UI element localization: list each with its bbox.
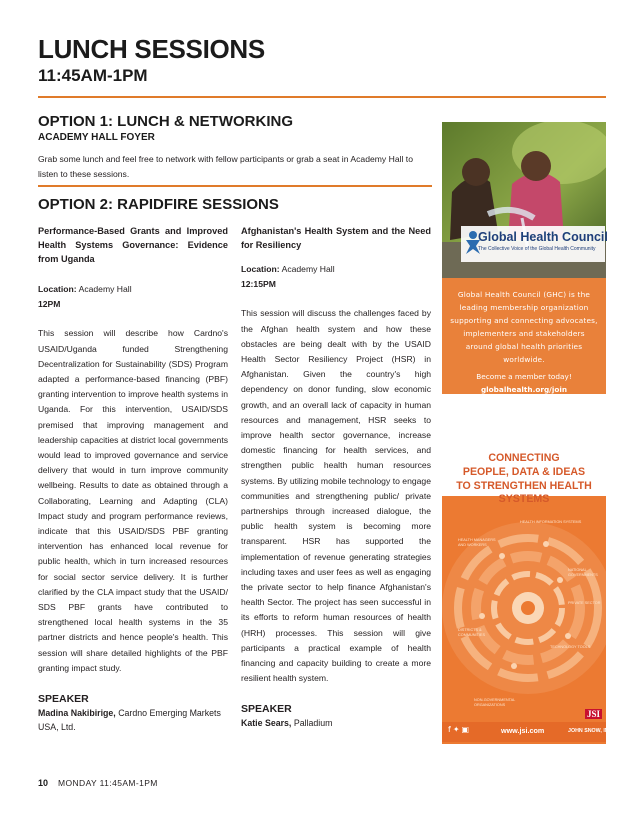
- option1-heading: OPTION 1: LUNCH & NETWORKING: [38, 113, 293, 130]
- ghc-logo-tagline: The Collective Voice of the Global Health Community: [478, 246, 596, 252]
- svg-text:COMMUNITIES: COMMUNITIES: [458, 633, 485, 637]
- session-time: 12:15PM: [241, 279, 276, 290]
- svg-text:PRIVATE SECTOR: PRIVATE SECTOR: [568, 601, 601, 605]
- option-divider: [38, 185, 432, 187]
- location-label: Location:: [241, 264, 280, 274]
- session-title: Performance-Based Grants and Improved Health Systems Governance: Evidence from Uganda: [38, 226, 228, 264]
- session-column-2: [241, 224, 431, 730]
- svg-text:HEALTH INFORMATION SYSTEMS: HEALTH INFORMATION SYSTEMS: [520, 520, 582, 524]
- session-location: [38, 282, 228, 297]
- speaker-org: Cardno Emerging Markets USA, Ltd.: [38, 708, 221, 733]
- svg-text:TECHNOLOGY TOOLS: TECHNOLOGY TOOLS: [550, 645, 591, 649]
- jsi-logo-mark: JSI: [587, 709, 601, 719]
- jsi-company-name: JOHN SNOW, INC.: [568, 728, 614, 734]
- svg-text:HEALTH MANAGERS: HEALTH MANAGERS: [458, 538, 496, 542]
- ghc-description: Global Health Council (GHC) is the leading membership organization supporting and connecting advocates, implementers and stakeholders around global health priorities worldwide.: [450, 290, 598, 364]
- location-value: Academy Hall: [78, 284, 132, 294]
- jsi-headline-3: TO STRENGTHEN HEALTH SYSTEMS: [456, 480, 592, 505]
- option2-heading: OPTION 2: RAPIDFIRE SESSIONS: [38, 196, 279, 213]
- ghc-cta[interactable]: [450, 370, 598, 396]
- svg-text:NON-GOVERNMENTAL: NON-GOVERNMENTAL: [474, 698, 516, 702]
- jsi-headline-1: CONNECTING: [488, 452, 560, 464]
- health-systems-diagram: [442, 496, 606, 722]
- speaker-org: Palladium: [293, 718, 333, 729]
- session-description: This session will discuss the challenges faced by the Afghan health system and how these obstacles are being dealt with by the USAID Health Sector Resiliency Project (HSR) in Afghanistan. Given the country's high dependency on donor funding, slow economic growth, and an overall lack of capacity in human resources and management, HSR seeks to improve health sector governance, increase domestic financing for health services, and strengthen public health human resources systems. By utilizing mobile technology to engage communities and strengthening public/ private partnerships through increased dialogue, the public health system is becoming more transparent. HSR has supported the implementation of revenue generating strategies including taxes and user fees as well as engaging the private sector to help finance Afghanistan's health Sector. The project has seen successful in its efforts to reform human resources of health (HRH) processes. This session will give participants a practical example of health financing and capacity building to create a more resilient health system.: [241, 308, 431, 684]
- speaker-name: Madina Nakibirige,: [38, 708, 116, 719]
- session-location: [241, 262, 431, 277]
- ghc-cta-text: Become a member today!: [476, 372, 572, 381]
- speaker-heading: SPEAKER: [38, 693, 89, 706]
- option1-location: ACADEMY HALL FOYER: [38, 132, 155, 143]
- session-time: 12PM: [38, 299, 61, 310]
- jsi-url-link[interactable]: www.jsi.com: [501, 726, 545, 735]
- svg-text:ORGANIZATIONS: ORGANIZATIONS: [474, 703, 506, 707]
- svg-text:AND WORKERS: AND WORKERS: [458, 543, 487, 547]
- header-divider: [38, 96, 606, 98]
- twitter-icon[interactable]: ✦: [452, 725, 462, 734]
- svg-text:GOVERNMENTS: GOVERNMENTS: [568, 573, 598, 577]
- speaker-info: [241, 716, 431, 730]
- speaker-heading: SPEAKER: [241, 703, 292, 716]
- session-title: Afghanistan's Health System and the Need for Resiliency: [241, 226, 431, 250]
- speaker-name: Katie Sears,: [241, 718, 292, 729]
- jsi-headline-2: PEOPLE, DATA & IDEAS: [462, 466, 586, 478]
- ghc-cta-link[interactable]: globalhealth.org/join: [480, 385, 568, 394]
- session-column-1: [38, 224, 228, 734]
- svg-text:DISTRICTS &: DISTRICTS &: [458, 628, 482, 632]
- location-value: Academy Hall: [281, 264, 335, 274]
- page-subtitle-time: 11:45AM-1PM: [38, 66, 148, 85]
- ghc-logo-name: Global Health Council: [478, 230, 608, 244]
- jsi-social-icons[interactable]: [448, 725, 471, 735]
- facebook-icon[interactable]: f: [448, 725, 453, 734]
- option1-description: Grab some lunch and feel free to network with fellow participants or grab a seat in Academy Hall to listen to these sessions.: [38, 154, 413, 179]
- page-title: LUNCH SESSIONS: [38, 34, 265, 64]
- page-number: 10: [38, 778, 49, 788]
- session-description: This session will describe how Cardno's USAID/Uganda funded Strengthening Decentralization for Sustainability (SDS) Program adapted a performance-based financing (PBF) granting intervention to improve health systems in Uganda. For this intervention, USAID/SDS premised that improving management and leadership capacities at district local governments would lead to improved governance and service delivery that would in turn improve community wellbeing. Results to date as obtained through a Collaborating, Learning and Adapting (CLA) Impact study and program performance reviews, indicate that this USAID/SDS PBF granting intervention has enhanced local revenue for public health, which in turn increased resources for social sector service delivery. It is further clarified by the CLA impact study that the USAID/ SDS PBF grants have contributed to strengthened local health systems in the 35 partner districts and hence people's health. This session will share detailed highlights of the PBF granting impact study.: [38, 328, 228, 673]
- footer-label: MONDAY 11:45AM-1PM: [58, 778, 158, 788]
- linkedin-icon[interactable]: ▣: [461, 725, 472, 734]
- svg-text:NATIONAL: NATIONAL: [568, 568, 587, 572]
- location-label: Location:: [38, 284, 77, 294]
- speaker-info: [38, 706, 228, 734]
